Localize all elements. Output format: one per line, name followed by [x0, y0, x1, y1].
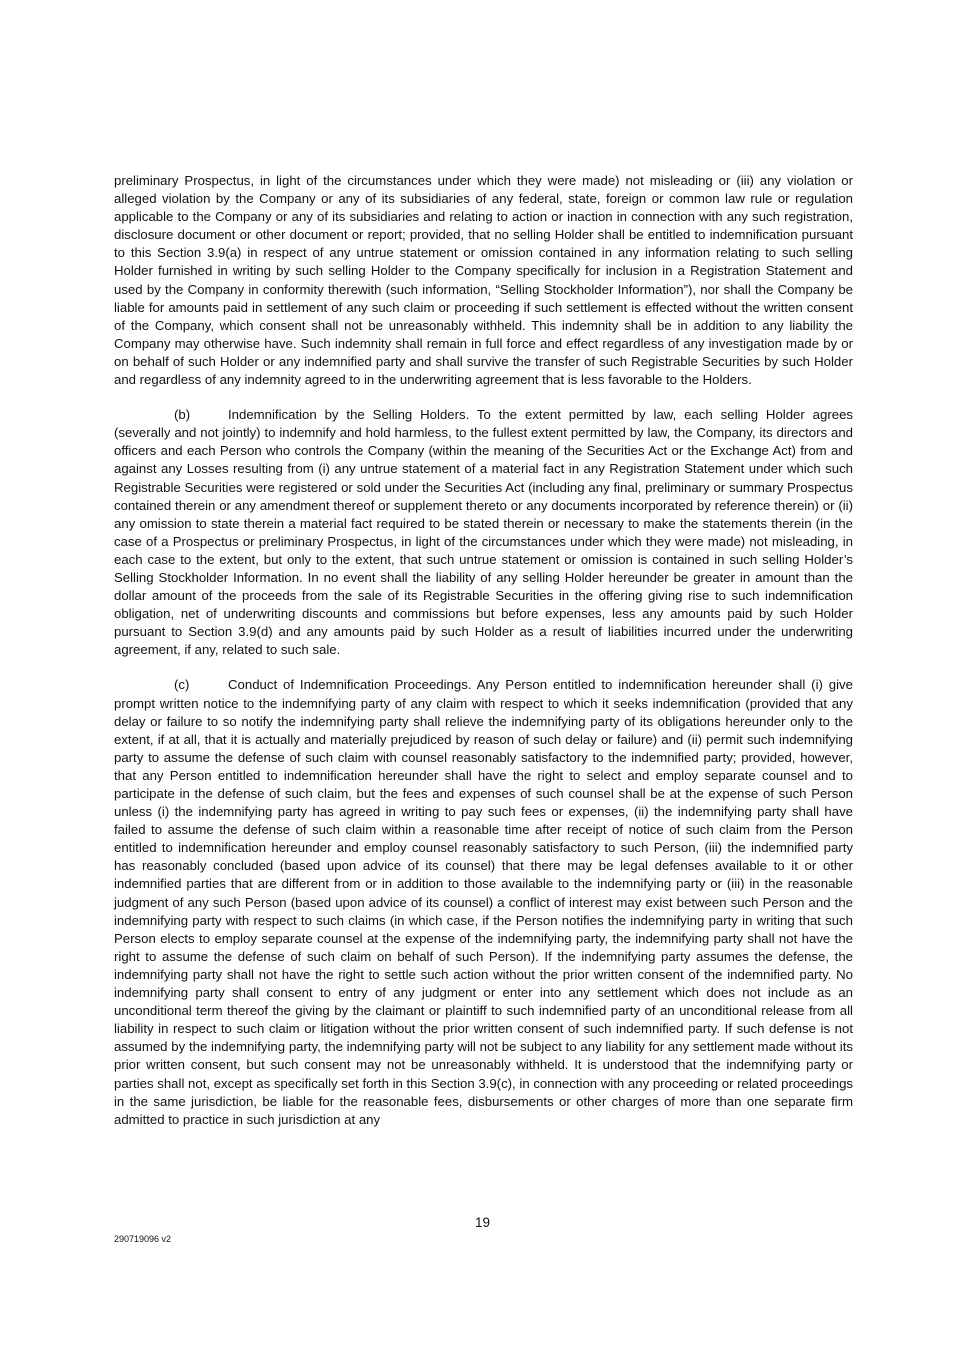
- section-c-label: (c): [174, 677, 190, 693]
- document-body: [114, 172, 853, 1146]
- section-c-text: Conduct of Indemnification Proceedings. Any Person entitled to indemnification hereunder shall (i) give prompt written notice to the indemnifying party of any claim with respect to which it seeks indemnification (provided that any delay or failure to so notify the indemnifying party shall relieve the indemnifying party of its obligations hereunder only to the extent, if at all, that it is actually and materially prejudiced by reason of such delay or failure) and (ii) permit such indemnifying party to assume the defense of such claim with counsel reasonably satisfactory to the indemnified party; provided, however, that any Person entitled to indemnification hereunder shall have the right to select and employ separate counsel and to participate in the defense of such claim, but the fees and expenses of such counsel shall be at the expense of such Person unless (i) the indemnifying party has agreed in writing to pay such fees or expenses, (ii) the indemnifying party shall have failed to assume the defense of such claim within a reasonable time after receipt of notice of such claim from the Person entitled to indemnification hereunder and employ counsel reasonably satisfactory to such Person, (iii) the indemnified party has reasonably concluded (based upon advice of its counsel) that there may be legal defenses available to it or other indemnified parties that are different from or in addition to those available to the indemnifying party or (iii) in the reasonable judgment of any such Person (based upon advice of its counsel) a conflict of interest may exist between such Person and the indemnifying party with respect to such claims (in which case, if the Person notifies the indemnifying party in writing that such Person elects to employ separate counsel at the expense of the indemnifying party, the indemnifying party shall not have the right to assume the defense of such claim on behalf of such Person). If the indemnifying party assumes the defense, the indemnifying party shall not have the right to settle such action without the prior written consent of the indemnified party. No indemnifying party shall consent to entry of any judgment or enter into any settlement which does not include as an unconditional term thereof the giving by the claimant or plaintiff to such indemnified party of an unconditional release from all liability in respect to such claim or litigation without the prior written consent of such indemnified party. If such defense is not assumed by the indemnifying party, the indemnifying party will not be subject to any liability for any settlement made without its prior written consent, but such consent may not be unreasonably withheld. It is understood that the indemnifying party or parties shall not, except as specifically set forth in this Section 3.9(c), in connection with any proceeding or related proceedings in the same jurisdiction, be liable for the reasonable fees, disbursements or other charges of more than one separate firm admitted to practice in such jurisdiction at any: [114, 677, 853, 1127]
- section-b-text: Indemnification by the Selling Holders. To the extent permitted by law, each selling Holder agrees (severally and not jointly) to indemnify and hold harmless, to the fullest extent permitted by law, the Company, its directors and officers and each Person who controls the Company (within the meaning of the Securities Act or the Exchange Act) from and against any Losses resulting from (i) any untrue statement of a material fact in any Registration Statement under which such Registrable Securities were registered or sold under the Securities Act (including any final, preliminary or summary Prospectus contained therein or any amendment thereof or supplement thereto or any documents incorporated by reference therein) or (ii) any omission to state therein a material fact required to be stated therein or necessary to make the statements therein (in the case of a Prospectus or preliminary Prospectus, in light of the circumstances under which they were made) not misleading, in each case to the extent, but only to the extent, that such untrue statement or omission is contained in such selling Holder’s Selling Stockholder Information. In no event shall the liability of any selling Holder hereunder be greater in amount than the dollar amount of the proceeds from the sale of its Registrable Securities in the offering giving rise to such indemnification obligation, net of underwriting discounts and commissions but before expenses, less any amounts paid by such Holder pursuant to Section 3.9(d) and any amounts paid by such Holder as a result of liabilities incurred under the underwriting agreement, if any, related to such sale.: [114, 407, 853, 658]
- page-number: 19: [474, 1215, 491, 1230]
- paragraph-continuation: preliminary Prospectus, in light of the circumstances under which they were made) not misleading or (iii) any violation or alleged violation by the Company or any of its subsidiaries of any federal, state, foreign or common law rule or regulation applicable to the Company or any of its subsidiaries and relating to action or inaction in connection with any such registration, disclosure document or other document or report; provided, that no selling Holder shall be entitled to indemnification pursuant to this Section 3.9(a) in respect of any untrue statement or omission contained in any information relating to such selling Holder furnished in writing by such selling Holder to the Company specifically for inclusion in a Registration Statement and used by the Company in conformity therewith (such information, “Selling Stockholder Information”), nor shall the Company be liable for amounts paid in settlement of any such claim or proceeding if such settlement is effected without the written consent of the Company, which consent shall not be unreasonably withheld. This indemnity shall be in addition to any liability the Company may otherwise have. Such indemnity shall remain in full force and effect regardless of any investigation made by or on behalf of such Holder or any indemnified party and shall survive the transfer of such Registrable Securities by such Holder and regardless of any indemnity agreed to in the underwriting agreement that is less favorable to the Holders.: [114, 173, 853, 388]
- section-b-paragraph: [114, 406, 853, 659]
- section-b-label: (b): [174, 407, 191, 423]
- section-c-paragraph: [114, 676, 853, 1128]
- document-id: 290719096 v2: [114, 1234, 172, 1244]
